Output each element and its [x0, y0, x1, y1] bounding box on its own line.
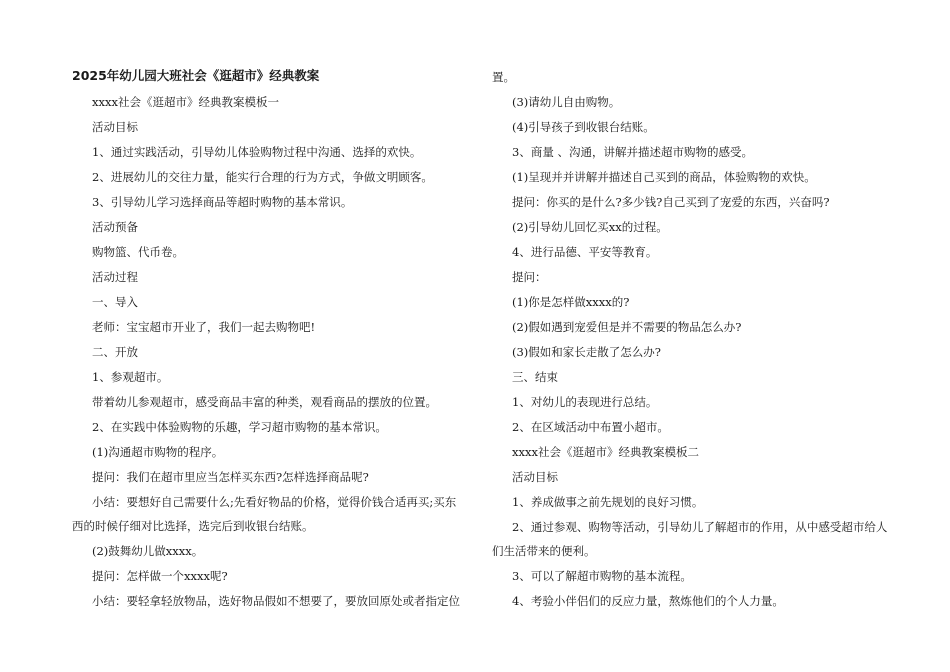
- text-line: (2)引导幼儿回忆买xx的过程。: [512, 220, 668, 234]
- text-line: (3)请幼儿自由购物。: [512, 95, 621, 109]
- text-line: (2)鼓舞幼儿做xxxx。: [92, 544, 204, 558]
- text-line: 活动过程: [92, 270, 138, 284]
- document-title: 2025年幼儿园大班社会《逛超市》经典教案: [72, 68, 320, 83]
- text-line: 1、通过实践活动，引导幼儿体验购物过程中沟通、选择的欢快。: [92, 145, 422, 159]
- text-line: 4、考验小伴侣们的反应力量，熬炼他们的个人力量。: [512, 594, 784, 608]
- text-line: 4、进行品德、平安等教育。: [512, 245, 658, 259]
- text-line: 3、引导幼儿学习选择商品等超时购物的基本常识。: [92, 195, 353, 209]
- text-line: 西的时候仔细对比选择，选完后到收银台结账。: [72, 519, 314, 533]
- text-line: (1)沟通超市购物的程序。: [92, 445, 224, 459]
- text-line: 们生活带来的便利。: [492, 544, 596, 558]
- text-line: (3)假如和家长走散了怎么办?: [512, 345, 661, 359]
- text-line: 2、通过参观、购物等活动，引导幼儿了解超市的作用，从中感受超市给人: [512, 520, 888, 534]
- text-line: (4)引导孩子到收银台结账。: [512, 120, 655, 134]
- text-line: 活动目标: [512, 470, 558, 484]
- text-line: 提问：你买的是什么?多少钱?自己买到了宠爱的东西，兴奋吗?: [512, 195, 830, 209]
- text-line: 提问：我们在超市里应当怎样买东西?怎样选择商品呢?: [92, 470, 369, 484]
- text-line: 活动预备: [92, 220, 138, 234]
- text-line: 老师：宝宝超市开业了，我们一起去购物吧!: [92, 320, 316, 334]
- text-line: 3、商量 、沟通，讲解并描述超市购物的感受。: [512, 145, 753, 159]
- text-line: 1、养成做事之前先规划的良好习惯。: [512, 495, 704, 509]
- text-line: 活动目标: [92, 120, 138, 134]
- text-line: (1)呈现并并讲解并描述自己买到的商品，体验购物的欢快。: [512, 170, 816, 184]
- text-line: 提问：: [512, 270, 547, 284]
- text-line: 二、开放: [92, 345, 138, 359]
- text-line: xxxx社会《逛超市》经典教案模板一: [92, 95, 279, 109]
- text-line: 2、在实践中体验购物的乐趣，学习超市购物的基本常识。: [92, 420, 387, 434]
- text-line: 小结：要想好自己需要什么;先看好物品的价格，觉得价钱合适再买;买东: [92, 495, 457, 509]
- text-line: 小结：要轻拿轻放物品，选好物品假如不想要了，要放回原处或者指定位: [92, 594, 460, 608]
- text-line: 1、参观超市。: [92, 370, 169, 384]
- text-line: (1)你是怎样做xxxx的?: [512, 295, 630, 309]
- text-line: 2、在区域活动中布置小超市。: [512, 420, 669, 434]
- text-line: 三、结束: [512, 370, 558, 384]
- text-line: 2、进展幼儿的交往力量，能实行合理的行为方式，争做文明顾客。: [92, 170, 433, 184]
- text-line: 1、对幼儿的表现进行总结。: [512, 395, 658, 409]
- text-line: xxxx社会《逛超市》经典教案模板二: [512, 445, 699, 459]
- text-line: 一、导入: [92, 295, 138, 309]
- text-line: 购物篮、代币卷。: [92, 245, 184, 259]
- text-line: 置。: [492, 70, 515, 84]
- text-line: 提问：怎样做一个xxxx呢?: [92, 569, 228, 583]
- text-line: 3、可以了解超市购物的基本流程。: [512, 569, 692, 583]
- text-line: (2)假如遇到宠爱但是并不需要的物品怎么办?: [512, 320, 742, 334]
- text-line: 带着幼儿参观超市，感受商品丰富的种类，观看商品的摆放的位置。: [92, 395, 437, 409]
